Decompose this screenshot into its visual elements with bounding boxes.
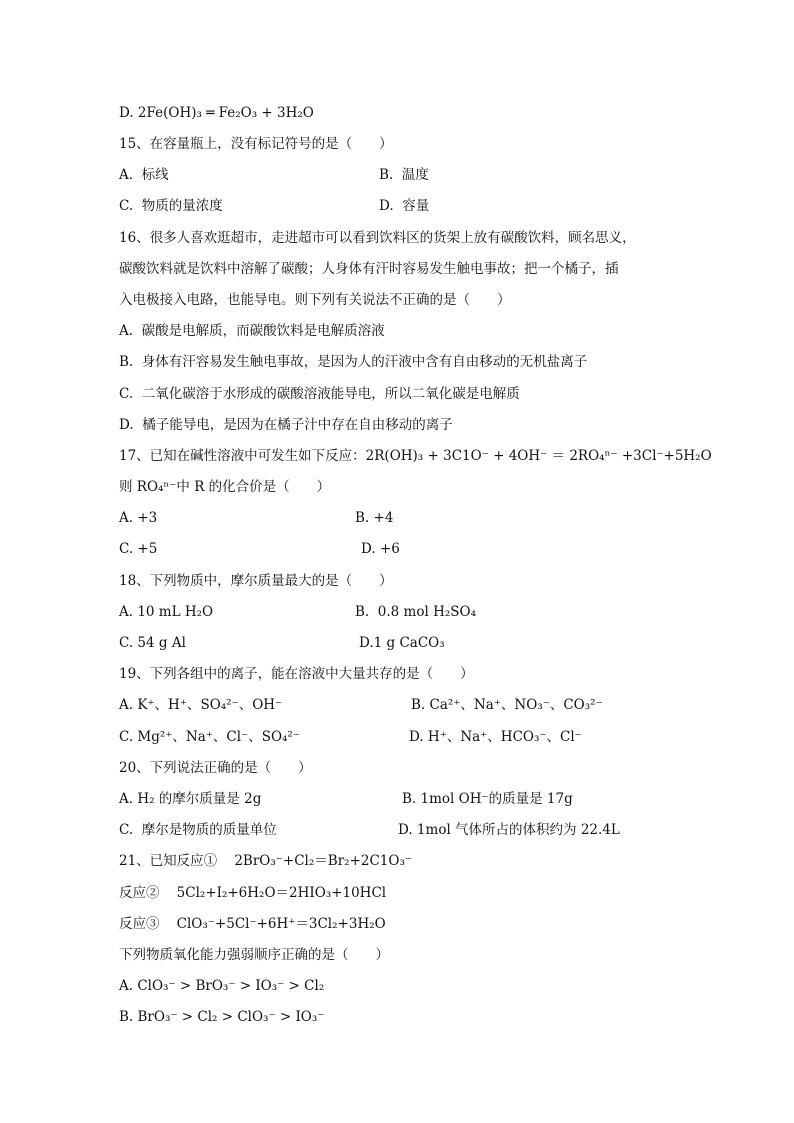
- q17-option-b: B. +4: [355, 510, 394, 526]
- q18-option-b: B. 0.8 mol H₂SO₄: [355, 604, 477, 620]
- question-21-line-3: 反应③ ClO₃⁻+5Cl⁻+6H⁺＝3Cl₂+3H₂O: [119, 916, 386, 932]
- q18-option-c: C. 54 g Al: [119, 635, 186, 651]
- question-16-line-3: 入电极接入电路，也能导电。则下列有关说法不正确的是（ ）: [119, 292, 511, 308]
- question-20: 20、下列说法正确的是（ ）: [119, 760, 312, 776]
- q17-option-c: C. +5: [119, 541, 158, 557]
- q21-option-a: A. ClO₃⁻ > BrO₃⁻ > IO₃⁻ > Cl₂: [119, 978, 325, 994]
- q20-option-c: C. 摩尔是物质的质量单位: [119, 822, 277, 838]
- question-17-line-2: 则 RO₄ⁿ⁻中 R 的化合价是（ ）: [119, 479, 331, 495]
- q19-option-d: D. H⁺、Na⁺、HCO₃⁻、Cl⁻: [409, 729, 582, 745]
- question-21-line-1: 21、已知反应① 2BrO₃⁻+Cl₂＝Br₂+2C1O₃⁻: [119, 853, 412, 869]
- q15-option-b: B. 温度: [379, 167, 429, 183]
- q19-option-c: C. Mg²⁺、Na⁺、Cl⁻、SO₄²⁻: [119, 729, 300, 745]
- q16-option-a: A. 碳酸是电解质，而碳酸饮料是电解质溶液: [119, 323, 385, 339]
- q17-option-a: A. +3: [119, 510, 158, 526]
- q21-option-b: B. BrO₃⁻ > Cl₂ > ClO₃⁻ > IO₃⁻: [119, 1009, 325, 1025]
- q16-option-d: D. 橘子能导电，是因为在橘子汁中存在自由移动的离子: [119, 417, 453, 433]
- q20-option-b: B. 1mol OH⁻的质量是 17g: [402, 791, 573, 807]
- question-16-line-2: 碳酸饮料就是饮料中溶解了碳酸；人身体有汗时容易发生触电事故；把一个橘子，插: [119, 261, 619, 277]
- q19-option-a: A. K⁺、H⁺、SO₄²⁻、OH⁻: [119, 697, 283, 713]
- q16-option-c: C. 二氧化碳溶于水形成的碳酸溶液能导电，所以二氧化碳是电解质: [119, 386, 520, 402]
- question-17-line-1: 17、已知在碱性溶液中可发生如下反应：2R(OH)₃ + 3C1O⁻ + 4OH⁻ ＝ 2RO₄ⁿ⁻ +3Cl⁻+5H₂O: [119, 448, 712, 464]
- question-21-line-2: 反应② 5Cl₂+I₂+6H₂O＝2HIO₃+10HCl: [119, 885, 387, 901]
- q15-option-d: D. 容量: [379, 198, 430, 214]
- question-18: 18、下列物质中，摩尔质量最大的是（ ）: [119, 573, 393, 589]
- q18-option-a: A. 10 mL H₂O: [119, 604, 214, 620]
- q14-option-d: D. 2Fe(OH)₃ ═ Fe₂O₃ + 3H₂O: [119, 105, 314, 121]
- q17-option-d: D. +6: [361, 541, 400, 557]
- q15-option-c: C. 物质的量浓度: [119, 198, 223, 214]
- q16-option-b: B. 身体有汗容易发生触电事故，是因为人的汗液中含有自由移动的无机盐离子: [119, 354, 588, 370]
- question-19: 19、下列各组中的离子，能在溶液中大量共存的是（ ）: [119, 666, 474, 682]
- question-16-line-1: 16、很多人喜欢逛超市，走进超市可以看到饮料区的货架上放有碳酸饮料，顾名思义，: [119, 230, 636, 246]
- question-15: 15、在容量瓶上，没有标记符号的是（ ）: [119, 136, 393, 152]
- question-21-line-4: 下列物质氧化能力强弱顺序正确的是（ ）: [119, 947, 389, 963]
- q18-option-d: D.1 g CaCO₃: [359, 635, 445, 651]
- q15-option-a: A. 标线: [119, 167, 169, 183]
- q20-option-a: A. H₂ 的摩尔质量是 2g: [119, 791, 262, 807]
- q19-option-b: B. Ca²⁺、Na⁺、NO₃⁻、CO₃²⁻: [411, 697, 603, 713]
- q20-option-d: D. 1mol 气体所占的体积约为 22.4L: [398, 822, 620, 838]
